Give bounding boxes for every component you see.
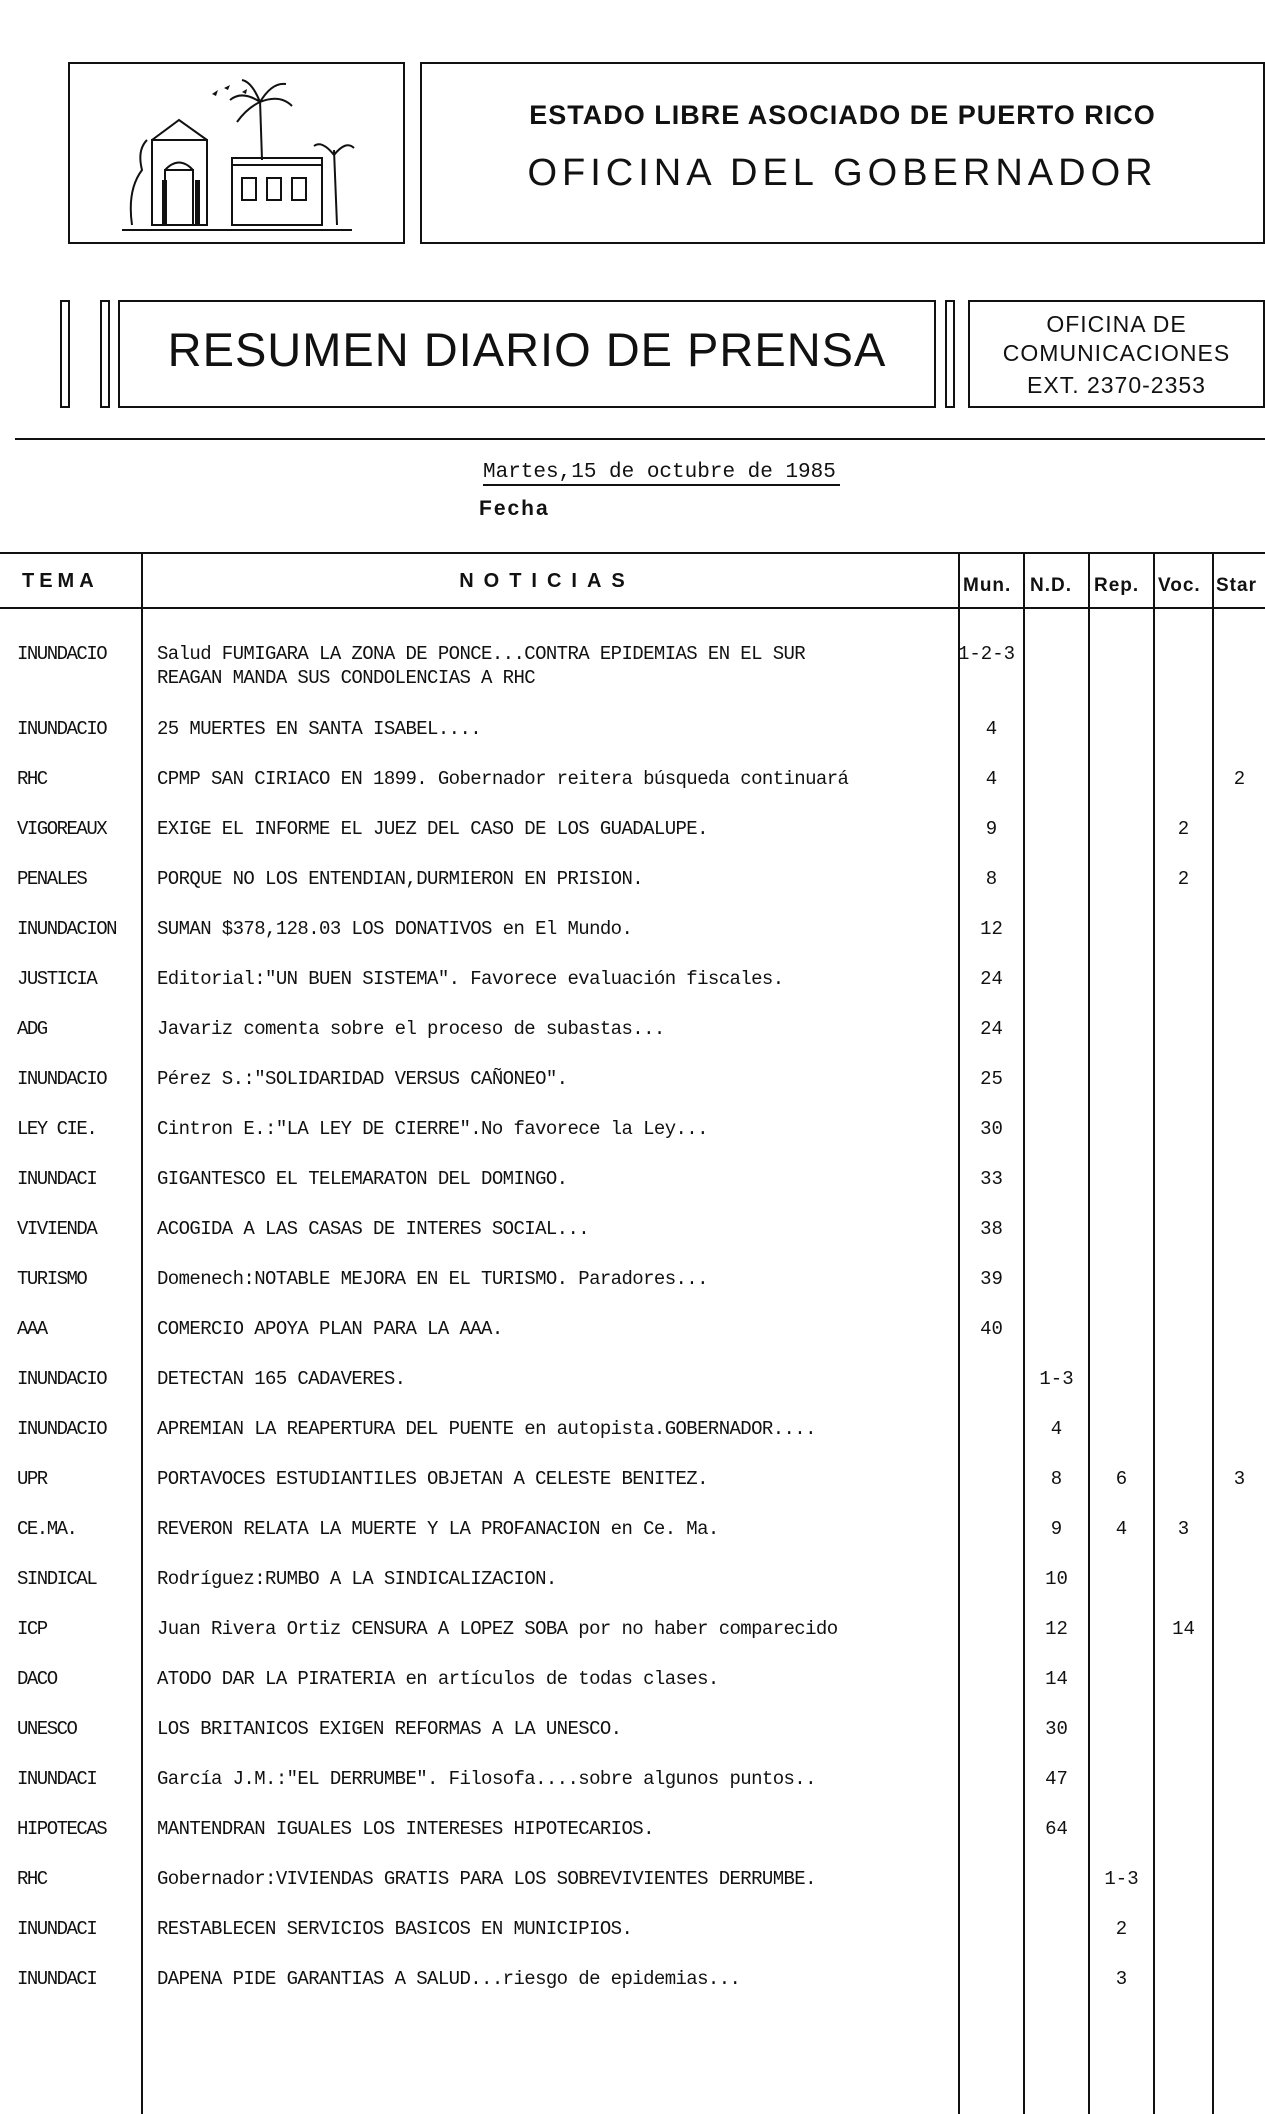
- row-tema: HIPOTECAS: [17, 1818, 107, 1840]
- row-mun: 38: [980, 1218, 1003, 1240]
- row-noticia: MANTENDRAN IGUALES LOS INTERESES HIPOTECARIOS.: [157, 1818, 654, 1840]
- row-mun: 24: [980, 968, 1003, 990]
- row-tema: ADG: [17, 1018, 47, 1040]
- row-noticia: Salud FUMIGARA LA ZONA DE PONCE...CONTRA EPIDEMIAS EN EL SUR: [157, 643, 806, 665]
- header-tema: TEMA: [22, 570, 99, 592]
- date-label: Fecha: [479, 497, 550, 520]
- row-tema: INUNDACI: [17, 1968, 97, 1990]
- row-tema: SINDICAL: [17, 1568, 97, 1590]
- row-voc: 3: [1177, 1518, 1190, 1540]
- row-tema: TURISMO: [17, 1268, 87, 1290]
- row-mun: 9: [985, 818, 998, 840]
- row-noticia: SUMAN $378,128.03 LOS DONATIVOS en El Mundo.: [157, 918, 633, 940]
- row-noticia: PORQUE NO LOS ENTENDIAN,DURMIERON EN PRISION.: [157, 868, 644, 890]
- row-mun: 8: [985, 868, 998, 890]
- left-bar-decoration: [60, 300, 70, 408]
- row-noticia: APREMIAN LA REAPERTURA DEL PUENTE en autopista.GOBERNADOR....: [157, 1418, 816, 1440]
- date-value: Martes,15 de octubre de 1985: [483, 461, 840, 486]
- row-mun: 4: [985, 768, 998, 790]
- row-noticia: Cintron E.:"LA LEY DE CIERRE".No favorece la Ley...: [157, 1118, 708, 1140]
- row-noticia: Editorial:"UN BUEN SISTEMA". Favorece evaluación fiscales.: [157, 968, 784, 990]
- row-tema: INUNDACIO: [17, 1368, 107, 1390]
- row-tema: DACO: [17, 1668, 57, 1690]
- header-rep: Rep.: [1094, 575, 1140, 596]
- row-noticia: CPMP SAN CIRIACO EN 1899. Gobernador reitera búsqueda continuará: [157, 768, 849, 790]
- row-tema: JUSTICIA: [17, 968, 97, 990]
- row-tema: INUNDACIO: [17, 1418, 107, 1440]
- resumen-title: RESUMEN DIARIO DE PRENSA: [167, 323, 887, 376]
- row-noticia: Juan Rivera Ortiz CENSURA A LOPEZ SOBA por no haber comparecido: [157, 1618, 838, 1640]
- row-voc: 14: [1172, 1618, 1195, 1640]
- row-tema: UNESCO: [17, 1718, 77, 1740]
- row-tema: RHC: [17, 768, 47, 790]
- row-noticia: RESTABLECEN SERVICIOS BASICOS EN MUNICIPIOS.: [157, 1918, 633, 1940]
- row-noticia: Rodríguez:RUMBO A LA SINDICALIZACION.: [157, 1568, 557, 1590]
- row-tema: INUNDACIO: [17, 1068, 107, 1090]
- row-tema: CE.MA.: [17, 1518, 77, 1540]
- row-tema: INUNDACI: [17, 1918, 97, 1940]
- row-tema: INUNDACIO: [17, 718, 107, 740]
- row-tema: INUNDACI: [17, 1168, 97, 1190]
- row-noticia: COMERCIO APOYA PLAN PARA LA AAA.: [157, 1318, 503, 1340]
- estado-heading: ESTADO LIBRE ASOCIADO DE PUERTO RICO: [529, 100, 1156, 130]
- row-noticia: ATODO DAR LA PIRATERIA en artículos de todas clases.: [157, 1668, 719, 1690]
- row-star: 2: [1233, 768, 1246, 790]
- right-bar-decoration: [945, 300, 955, 408]
- row-nd: 64: [1045, 1818, 1068, 1840]
- row-rep: 2: [1115, 1918, 1128, 1940]
- row-noticia: Javariz comenta sobre el proceso de subastas...: [157, 1018, 665, 1040]
- comunicaciones-line1: OFICINA DE: [1046, 311, 1187, 337]
- row-tema: LEY CIE.: [17, 1118, 97, 1140]
- row-tema: RHC: [17, 1868, 47, 1890]
- row-noticia: LOS BRITANICOS EXIGEN REFORMAS A LA UNESCO.: [157, 1718, 622, 1740]
- table-header-border: [0, 607, 1265, 609]
- row-mun: 25: [980, 1068, 1003, 1090]
- row-nd: 12: [1045, 1618, 1068, 1640]
- row-rep: 3: [1115, 1968, 1128, 1990]
- row-noticia: Pérez S.:"SOLIDARIDAD VERSUS CAÑONEO".: [157, 1068, 568, 1090]
- header-mun: Mun.: [963, 575, 1012, 596]
- row-noticia: DAPENA PIDE GARANTIAS A SALUD...riesgo de epidemias...: [157, 1968, 741, 1990]
- row-mun: 33: [980, 1168, 1003, 1190]
- row-noticia: PORTAVOCES ESTUDIANTILES OBJETAN A CELESTE BENITEZ.: [157, 1468, 708, 1490]
- tema-column-divider: [141, 552, 143, 2114]
- row-voc: 2: [1177, 818, 1190, 840]
- row-nd: 30: [1045, 1718, 1068, 1740]
- row-tema: ICP: [17, 1618, 47, 1640]
- row-nd: 47: [1045, 1768, 1068, 1790]
- voc-column-divider: [1153, 552, 1155, 2114]
- row-rep: 6: [1115, 1468, 1128, 1490]
- row-noticia: GIGANTESCO EL TELEMARATON DEL DOMINGO.: [157, 1168, 568, 1190]
- header-star: Star: [1216, 575, 1257, 596]
- row-noticia: 25 MUERTES EN SANTA ISABEL....: [157, 718, 482, 740]
- row-nd: 4: [1050, 1418, 1063, 1440]
- fortaleza-building-icon: [102, 70, 372, 240]
- comunicaciones-ext: EXT. 2370-2353: [1027, 372, 1206, 398]
- row-noticia: EXIGE EL INFORME EL JUEZ DEL CASO DE LOS GUADALUPE.: [157, 818, 708, 840]
- table-top-border: [0, 552, 1265, 554]
- row-nd: 10: [1045, 1568, 1068, 1590]
- row-noticia: DETECTAN 165 CADAVERES.: [157, 1368, 406, 1390]
- row-noticia: REVERON RELATA LA MUERTE Y LA PROFANACION en Ce. Ma.: [157, 1518, 719, 1540]
- row-nd: 9: [1050, 1518, 1063, 1540]
- row-mun: 30: [980, 1118, 1003, 1140]
- row-tema: INUNDACION: [17, 918, 117, 940]
- row-star: 3: [1233, 1468, 1246, 1490]
- row-noticia: ACOGIDA A LAS CASAS DE INTERES SOCIAL...: [157, 1218, 590, 1240]
- row-noticia: Gobernador:VIVIENDAS GRATIS PARA LOS SOBREVIVIENTES DERRUMBE.: [157, 1868, 816, 1890]
- comunicaciones-line2: COMUNICACIONES: [1002, 340, 1231, 366]
- oficina-heading: OFICINA DEL GOBERNADOR: [527, 152, 1158, 194]
- header-divider: [15, 438, 1265, 440]
- row-nd: 1-3: [1039, 1368, 1074, 1390]
- row-mun: 1-2-3: [958, 643, 1016, 665]
- nd-column-divider: [1023, 552, 1025, 2114]
- header-nd: N.D.: [1030, 575, 1072, 596]
- row-tema: VIGOREAUX: [17, 818, 107, 840]
- row-nd: 14: [1045, 1668, 1068, 1690]
- row-tema: VIVIENDA: [17, 1218, 97, 1240]
- row-mun: 40: [980, 1318, 1003, 1340]
- row-noticia: García J.M.:"EL DERRUMBE". Filosofa....sobre algunos puntos..: [157, 1768, 816, 1790]
- row-rep: 4: [1115, 1518, 1128, 1540]
- row-noticia: Domenech:NOTABLE MEJORA EN EL TURISMO. Paradores...: [157, 1268, 708, 1290]
- row-mun: 39: [980, 1268, 1003, 1290]
- left-bar-decoration: [100, 300, 110, 408]
- row-tema: INUNDACIO: [17, 643, 107, 665]
- row-tema: INUNDACI: [17, 1768, 97, 1790]
- row-rep: 1-3: [1104, 1868, 1139, 1890]
- comunicaciones-box: [968, 310, 1265, 400]
- row-tema: PENALES: [17, 868, 87, 890]
- header-noticias: NOTICIAS: [459, 570, 635, 592]
- row-nd: 8: [1050, 1468, 1063, 1490]
- header-voc: Voc.: [1158, 575, 1201, 596]
- row-noticia-line2: REAGAN MANDA SUS CONDOLENCIAS A RHC: [157, 667, 536, 689]
- row-mun: 12: [980, 918, 1003, 940]
- row-tema: AAA: [17, 1318, 47, 1340]
- row-mun: 24: [980, 1018, 1003, 1040]
- row-mun: 4: [985, 718, 998, 740]
- row-voc: 2: [1177, 868, 1190, 890]
- row-tema: UPR: [17, 1468, 47, 1490]
